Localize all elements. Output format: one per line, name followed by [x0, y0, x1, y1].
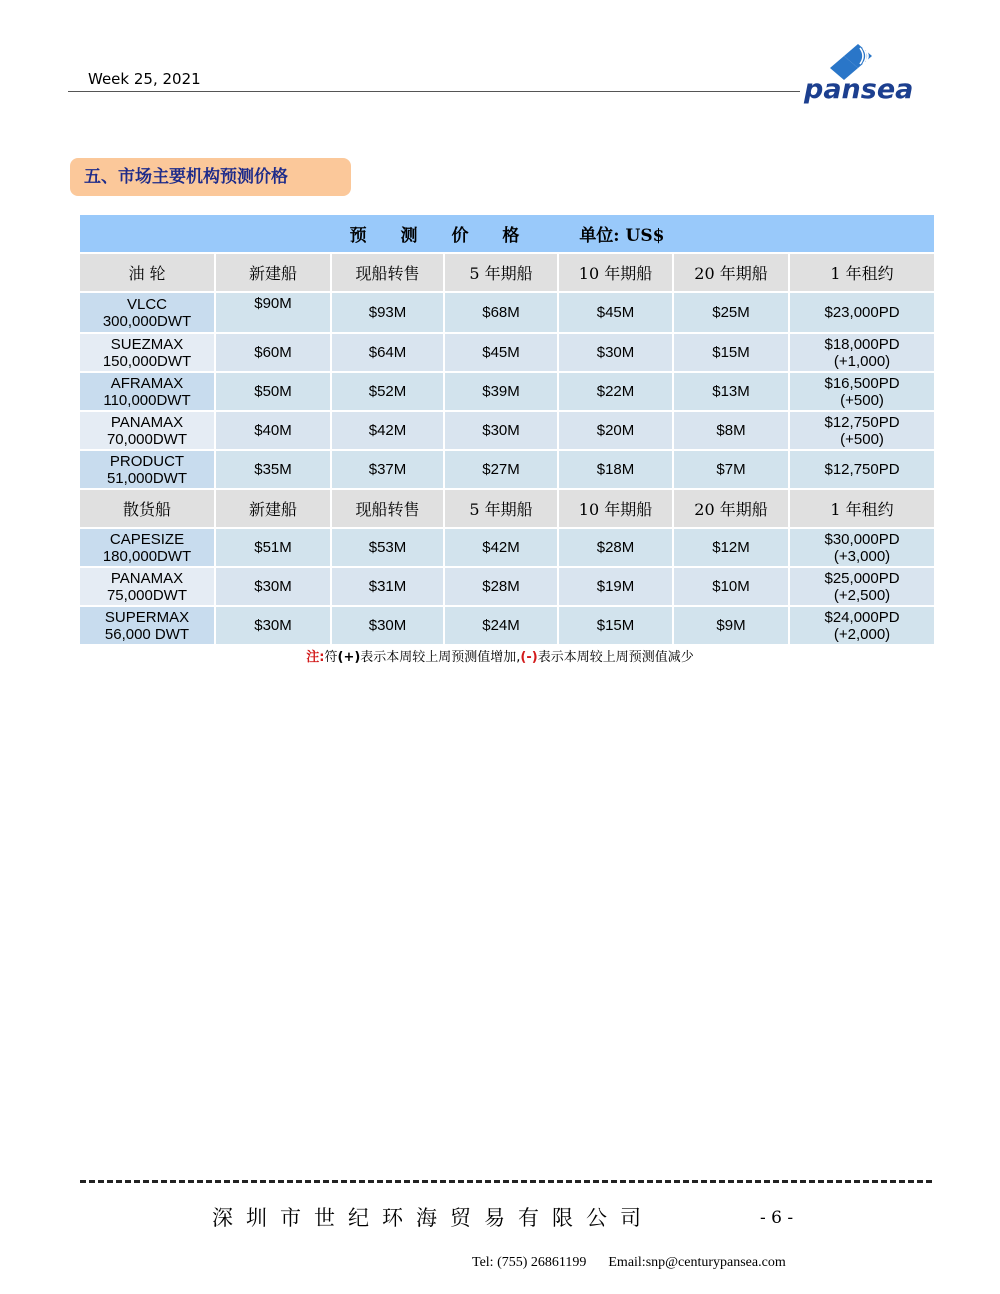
- charter-line: $12,750PD: [824, 461, 900, 478]
- col-header: 5 年期船: [444, 489, 558, 528]
- col-header: 新建船: [215, 253, 331, 292]
- ship-type-line: 180,000DWT: [102, 547, 192, 565]
- price-cell: $8M: [673, 411, 789, 450]
- note-label: 注:: [306, 650, 325, 665]
- price-cell: $15M: [558, 606, 673, 645]
- ship-type-line: 70,000DWT: [106, 430, 188, 448]
- price-cell: $42M: [444, 528, 558, 567]
- footer-email: Email:snp@centurypansea.com: [608, 1255, 786, 1270]
- col-header: 1 年租约: [789, 489, 935, 528]
- logo-wordmark: pansea: [804, 74, 914, 105]
- price-cell: $90M: [215, 292, 331, 333]
- charter-line: $24,000PD: [824, 608, 900, 626]
- footer-company-name: 深圳市世纪环海贸易有限公司: [212, 1206, 654, 1230]
- col-header: 油 轮: [79, 253, 215, 292]
- forecast-price-table: [78, 213, 936, 646]
- ship-type-cell: [79, 528, 215, 567]
- price-cell: $93M: [331, 292, 444, 333]
- header-divider: [68, 91, 800, 92]
- section-title: 五、市场主要机构预测价格: [70, 158, 351, 196]
- tanker-header-row: [79, 253, 935, 292]
- charter-line: (+2,500): [833, 586, 891, 604]
- price-cell: $7M: [673, 450, 789, 489]
- ship-type-cell: [79, 411, 215, 450]
- price-cell: $13M: [673, 372, 789, 411]
- charter-cell: [789, 567, 935, 606]
- ship-type-line: 150,000DWT: [102, 352, 192, 370]
- charter-line: $16,500PD: [824, 374, 900, 392]
- price-cell: $53M: [331, 528, 444, 567]
- table-row: [79, 333, 935, 372]
- charter-cell: [789, 333, 935, 372]
- col-header: 新建船: [215, 489, 331, 528]
- charter-cell: [789, 411, 935, 450]
- col-header: 现船转售: [331, 489, 444, 528]
- price-cell: $30M: [444, 411, 558, 450]
- note-text-1: 符: [324, 650, 338, 665]
- price-cell: $39M: [444, 372, 558, 411]
- price-cell: $37M: [331, 450, 444, 489]
- col-header: 10 年期船: [558, 253, 673, 292]
- ship-type-cell: [79, 606, 215, 645]
- price-cell: $28M: [444, 567, 558, 606]
- charter-line: $30,000PD: [824, 530, 900, 548]
- charter-line: (+500): [840, 391, 884, 409]
- ship-type-line: 110,000DWT: [103, 391, 191, 409]
- ship-type-line: SUEZMAX: [110, 335, 184, 353]
- charter-cell: [789, 292, 935, 333]
- col-header: 20 年期船: [673, 253, 789, 292]
- table-row: [79, 411, 935, 450]
- charter-cell: [789, 372, 935, 411]
- ship-type-line: 51,000DWT: [106, 469, 188, 487]
- price-cell: $45M: [444, 333, 558, 372]
- ship-type-line: PANAMAX: [110, 413, 184, 431]
- footer-divider: [80, 1180, 932, 1183]
- price-cell: $25M: [673, 292, 789, 333]
- ship-type-line: 75,000DWT: [106, 586, 188, 604]
- charter-line: $12,750PD: [824, 413, 900, 431]
- charter-cell: [789, 528, 935, 567]
- price-cell: $50M: [215, 372, 331, 411]
- charter-line: (+500): [840, 430, 884, 448]
- col-header: 散货船: [79, 489, 215, 528]
- ship-type-line: VLCC: [126, 295, 167, 313]
- ship-type-cell: [79, 372, 215, 411]
- price-cell: $27M: [444, 450, 558, 489]
- ship-type-line: CAPESIZE: [109, 530, 185, 548]
- price-cell: $22M: [558, 372, 673, 411]
- charter-cell: [789, 606, 935, 645]
- ship-type-cell: [79, 292, 215, 333]
- col-header: 5 年期船: [444, 253, 558, 292]
- ship-type-line: 300,000DWT: [102, 312, 192, 330]
- note-minus: (-): [520, 650, 538, 665]
- price-cell: $28M: [558, 528, 673, 567]
- ship-type-cell: [79, 333, 215, 372]
- table-title: 预 测 价 格: [349, 226, 534, 246]
- note-text-3: 表示本周较上周预测值减少: [537, 650, 694, 665]
- price-cell: $60M: [215, 333, 331, 372]
- price-cell: $30M: [331, 606, 444, 645]
- price-cell: $35M: [215, 450, 331, 489]
- charter-line: (+3,000): [833, 547, 891, 565]
- price-cell: $30M: [215, 606, 331, 645]
- price-cell: $31M: [331, 567, 444, 606]
- price-cell: $30M: [215, 567, 331, 606]
- charter-line: (+1,000): [833, 352, 891, 370]
- charter-cell: [789, 450, 935, 489]
- table-row: [79, 606, 935, 645]
- ship-type-cell: [79, 567, 215, 606]
- price-cell: $15M: [673, 333, 789, 372]
- table-footnote: [0, 646, 1000, 665]
- ship-type-line: PANAMAX: [110, 569, 184, 587]
- table-row: [79, 528, 935, 567]
- table-title-row: [79, 214, 935, 253]
- price-cell: $42M: [331, 411, 444, 450]
- charter-line: $25,000PD: [824, 569, 900, 587]
- price-cell: $24M: [444, 606, 558, 645]
- charter-line: $18,000PD: [824, 335, 900, 353]
- footer-tel: Tel: (755) 26861199: [472, 1255, 587, 1270]
- price-cell: $12M: [673, 528, 789, 567]
- ship-type-cell: [79, 450, 215, 489]
- ship-type-line: 56,000 DWT: [104, 625, 190, 643]
- col-header: 10 年期船: [558, 489, 673, 528]
- price-cell: $68M: [444, 292, 558, 333]
- price-cell: $10M: [673, 567, 789, 606]
- ship-type-line: PRODUCT: [109, 452, 185, 470]
- header-week: Week 25, 2021: [88, 70, 201, 88]
- note-plus: (+): [337, 650, 361, 665]
- col-header: 1 年租约: [789, 253, 935, 292]
- price-cell: $45M: [558, 292, 673, 333]
- ship-type-line: AFRAMAX: [110, 374, 184, 392]
- price-cell: $19M: [558, 567, 673, 606]
- bulk-header-row: [79, 489, 935, 528]
- charter-line: $23,000PD: [824, 304, 900, 321]
- price-cell: $9M: [673, 606, 789, 645]
- ship-type-line: SUPERMAX: [104, 608, 190, 626]
- table-row: [79, 292, 935, 333]
- price-cell: $18M: [558, 450, 673, 489]
- charter-line: (+2,000): [833, 625, 891, 643]
- table-row: [79, 450, 935, 489]
- table-row: [79, 372, 935, 411]
- price-cell: $30M: [558, 333, 673, 372]
- col-header: 现船转售: [331, 253, 444, 292]
- page-number: - 6 -: [760, 1208, 794, 1228]
- price-cell: $20M: [558, 411, 673, 450]
- table-row: [79, 567, 935, 606]
- footer-contact: [472, 1255, 786, 1271]
- price-cell: $64M: [331, 333, 444, 372]
- col-header: 20 年期船: [673, 489, 789, 528]
- price-cell: $40M: [215, 411, 331, 450]
- price-cell: $52M: [331, 372, 444, 411]
- table-unit: 单位: US$: [579, 226, 665, 246]
- price-cell: $51M: [215, 528, 331, 567]
- note-text-2: 表示本周较上周预测值增加,: [360, 650, 521, 665]
